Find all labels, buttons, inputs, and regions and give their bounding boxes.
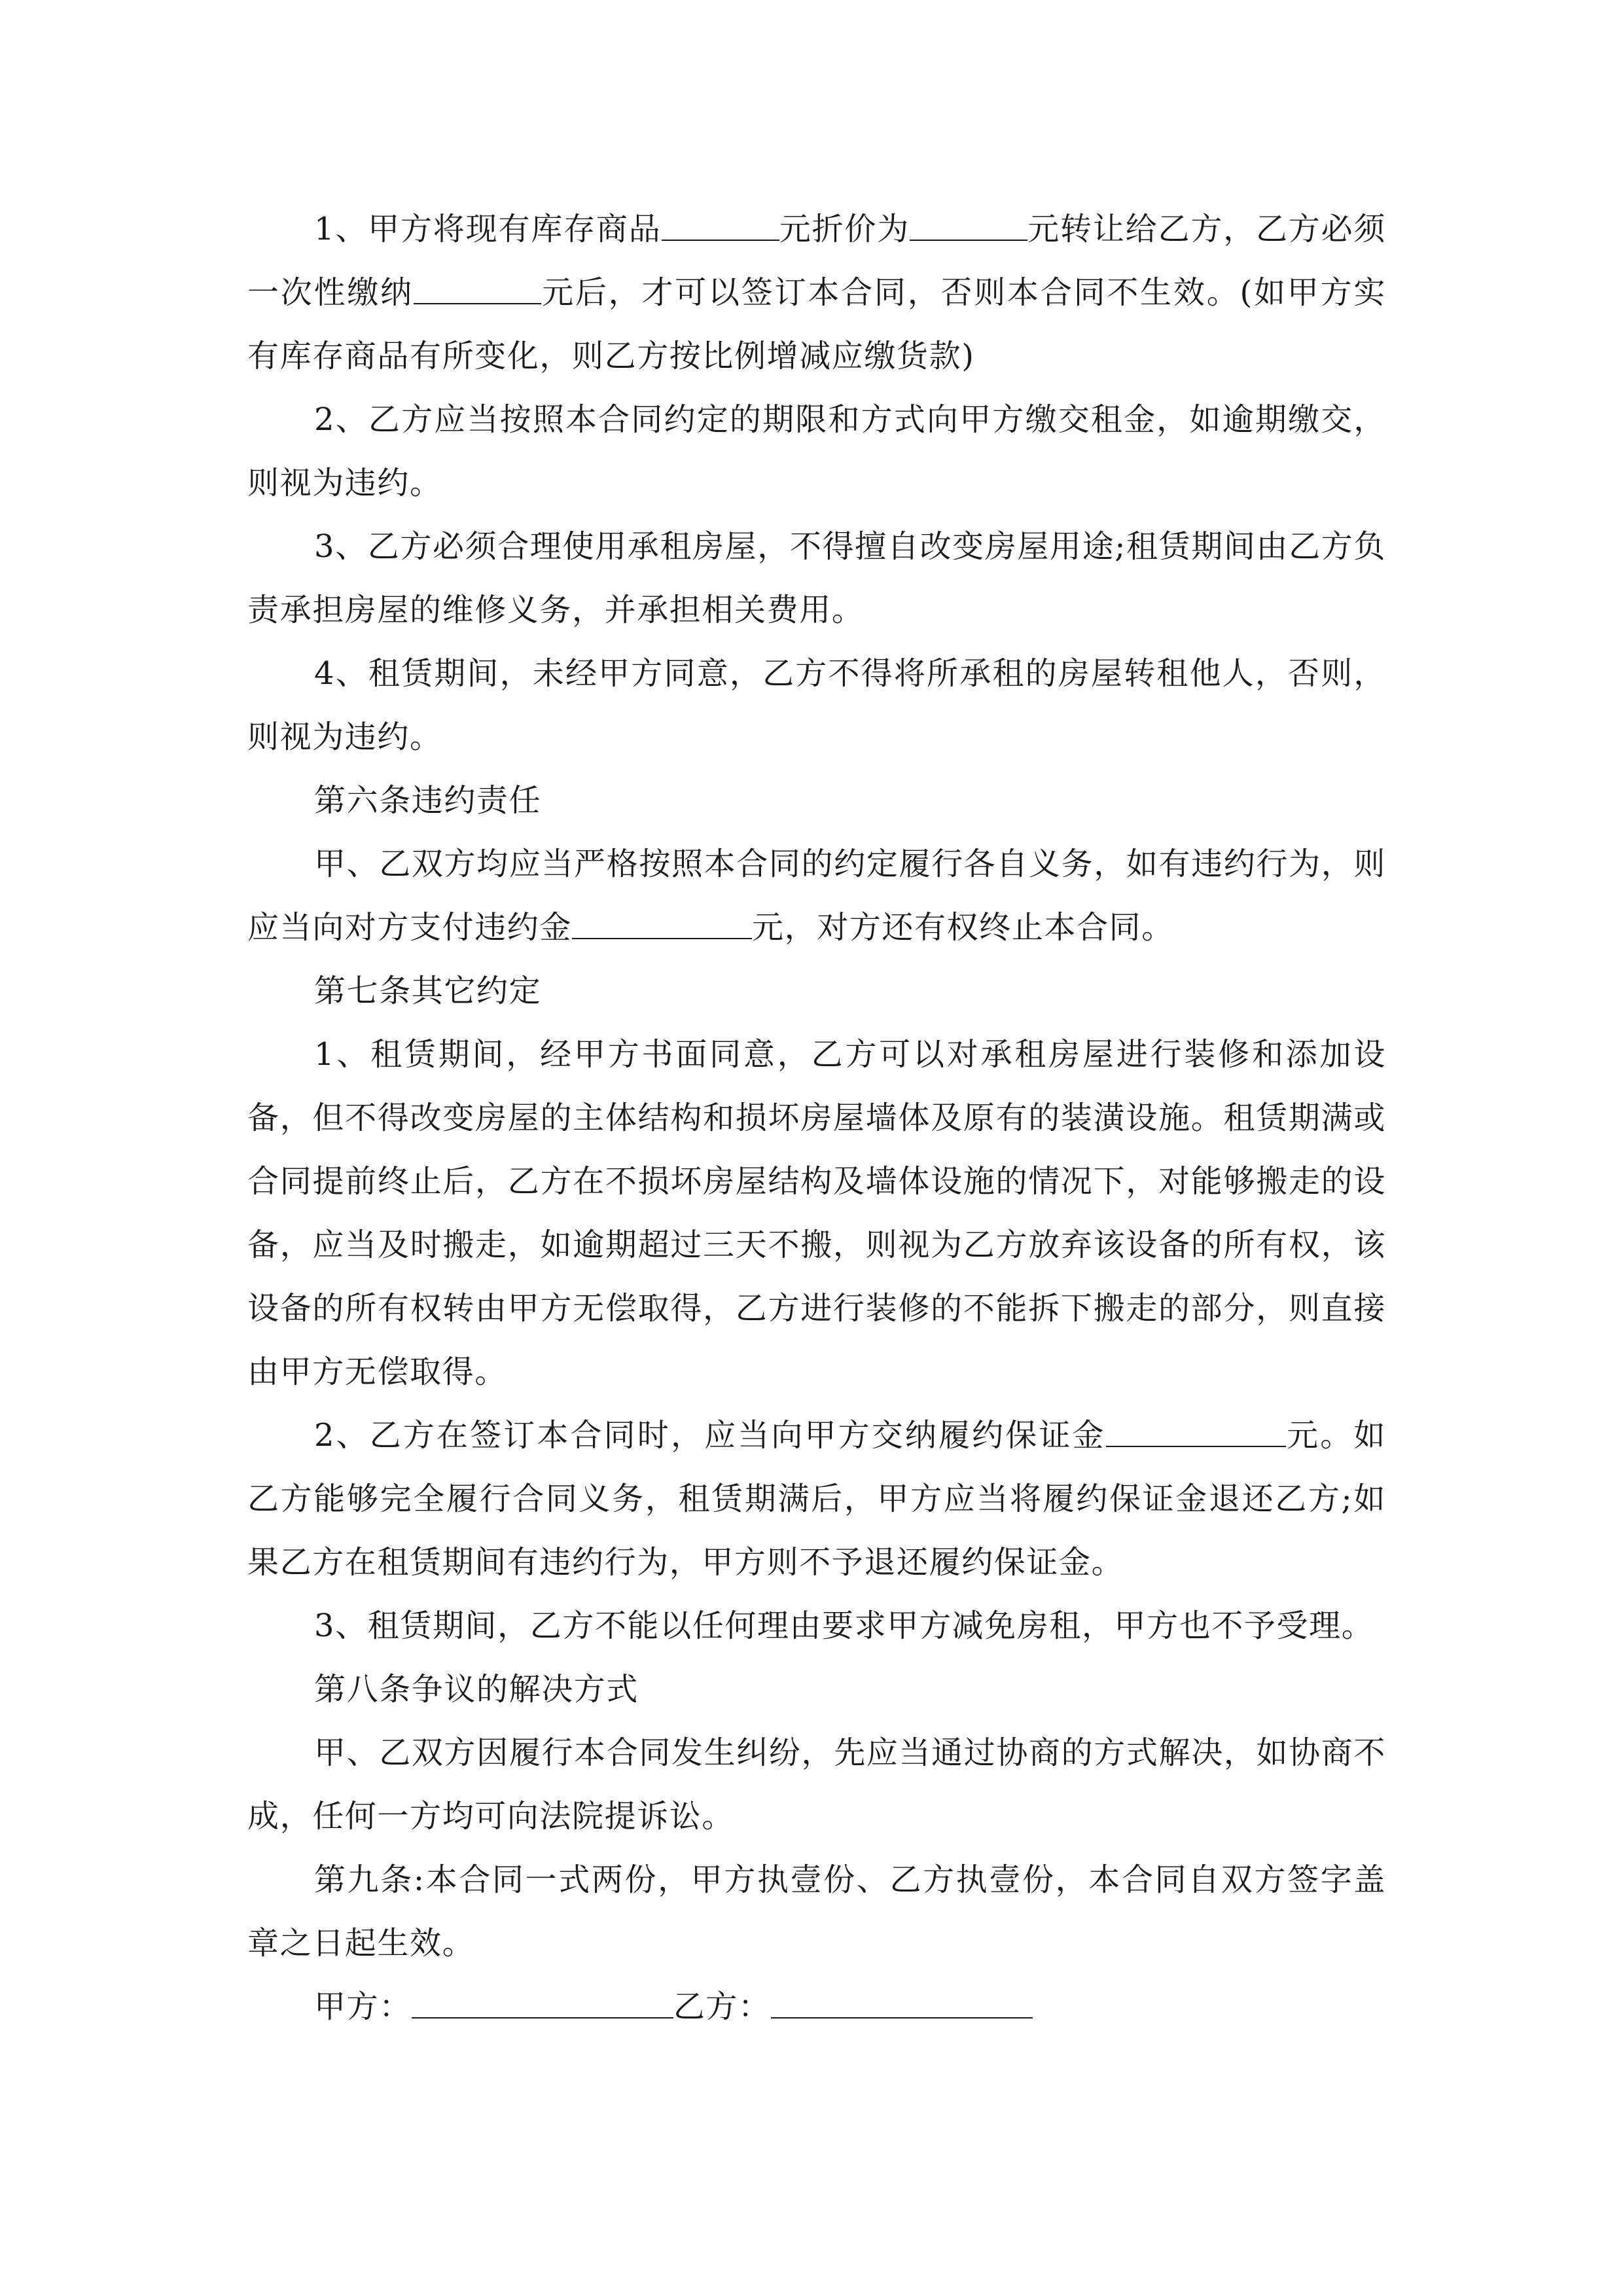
article-7-item-2-a: 2、乙方在签订本合同时，应当向甲方交纳履约保证金 (314, 1417, 1106, 1454)
article-7-item-2-b: 元。如乙方能够完全履行合同义务，租赁期满后，甲方应当将履约保证金退还乙方;如果乙方在租赁期间有违约行为，甲方则不予退还履约保证金。 (247, 1417, 1386, 1581)
clause-item-4: 4、租赁期间，未经甲方同意，乙方不得将所承租的房屋转租他人，否则，则视为违约。 (247, 655, 1386, 755)
blank-line-penalty-amount (572, 908, 752, 939)
article-7-item-2 (247, 1404, 1386, 1594)
party-a-signature-line (412, 1987, 673, 2018)
clause-item-1-text-b: 元折价为 (779, 211, 910, 247)
party-a-label: 甲方： (314, 1988, 412, 2025)
article-7-item-3: 3、租赁期间，乙方不能以任何理由要求甲方减免房租，甲方也不予受理。 (314, 1607, 1374, 1644)
blank-line-discount-price (910, 209, 1027, 241)
blank-line-deposit-amount (1106, 1416, 1286, 1447)
article-9-body: 第九条:本合同一式两份，甲方执壹份、乙方执壹份，本合同自双方签字盖章之日起生效。 (247, 1861, 1386, 1962)
article-6-body (247, 833, 1386, 960)
article-7-title: 第七条其它约定 (314, 973, 542, 1009)
clause-item-2: 2、乙方应当按照本合同约定的期限和方式向甲方缴交租金，如逾期缴交，则视为违约。 (247, 401, 1386, 501)
clause-item-1 (247, 198, 1386, 388)
signature-row (247, 1975, 1386, 2039)
clause-item-3: 3、乙方必须合理使用承租房屋，不得擅自改变房屋用途;租赁期间由乙方负责承担房屋的维修义务，并承担相关费用。 (247, 528, 1386, 628)
article-6-body-a: 甲、乙双方均应当严格按照本合同的约定履行各自义务，如有违约行为，则应当向对方支付违约金 (247, 846, 1386, 946)
article-7-item-1: 1、租赁期间，经甲方书面同意，乙方可以对承租房屋进行装修和添加设备，但不得改变房屋的主体结构和损坏房屋墙体及原有的装潢设施。租赁期满或合同提前终止后，乙方在不损坏房屋结构及墙体设施的情况下，对能够搬走的设备，应当及时搬走，如逾期超过三天不搬，则视为乙方放弃该设备的所有权，该设备的所有权转由甲方无偿取得，乙方进行装修的不能拆下搬走的部分，则直接由甲方无偿取得。 (247, 1036, 1386, 1390)
article-6-title: 第六条违约责任 (314, 782, 542, 819)
contract-body (247, 198, 1386, 2039)
party-b-signature-line (771, 1987, 1033, 2018)
article-6-body-b: 元，对方还有权终止本合同。 (752, 909, 1174, 946)
blank-line-payment-amount (414, 273, 541, 304)
article-8-body: 甲、乙双方因履行本合同发生纠纷，先应当通过协商的方式解决，如协商不成，任何一方均可向法院提诉讼。 (247, 1734, 1386, 1835)
article-8-title: 第八条争议的解决方式 (314, 1671, 639, 1708)
clause-item-1-text-d: 元后，才可以签订本合同，否则本合同不生效。(如甲方实有库存商品有所变化，则乙方按比例增减应缴货款) (247, 274, 1386, 374)
party-b-label: 乙方： (673, 1988, 771, 2025)
blank-line-stock-value (662, 209, 779, 241)
clause-item-1-text-c: 元转让给乙方，乙方必须一次性缴纳 (247, 211, 1386, 311)
clause-item-1-text-a: 1、甲方将现有库存商品 (314, 211, 662, 247)
